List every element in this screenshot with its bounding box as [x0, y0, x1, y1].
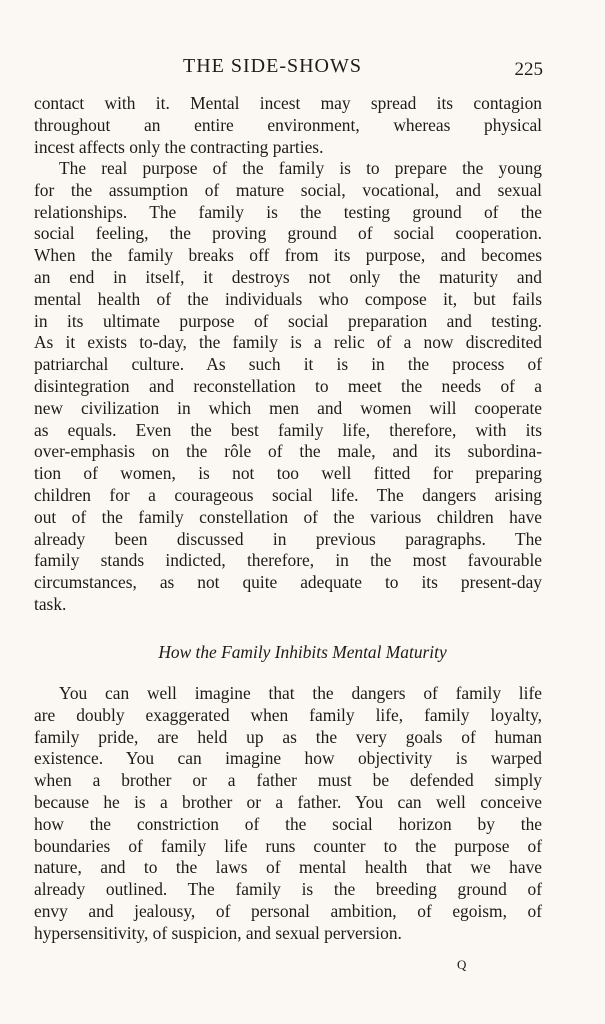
- text-line: family pride, are held up as the very goals of human: [34, 726, 542, 747]
- text-line: When the family breaks off from its purpose, and becomes: [34, 245, 542, 266]
- text-line: how the constriction of the social horizon by the: [34, 813, 542, 834]
- text-line: an end in itself, it destroys not only the maturity and: [34, 266, 542, 287]
- text-line: boundaries of family life runs counter to the purpose of: [34, 835, 542, 856]
- text-line: in its ultimate purpose of social preparation and testing.: [34, 310, 542, 331]
- text-line: incest affects only the contracting parties.: [34, 136, 324, 157]
- text-line: nature, and to the laws of mental health that we have: [34, 857, 542, 878]
- text-line: contact with it. Mental incest may spread its contagion: [34, 93, 542, 113]
- page-number: 225: [514, 59, 543, 80]
- text-line: envy and jealousy, of personal ambition, of egoism, of: [34, 900, 542, 921]
- text-line: already outlined. The family is the breeding ground of: [34, 879, 542, 900]
- text-line: over-emphasis on the rôle of the male, and its subordina-: [34, 441, 542, 462]
- text-line: You can well imagine that the dangers of family life: [59, 683, 542, 703]
- text-line: are doubly exaggerated when family life, family loyalty,: [34, 704, 542, 725]
- paragraph-family-purpose: [34, 158, 542, 616]
- text-line: relationships. The family is the testing ground of the: [34, 201, 542, 222]
- text-line: The real purpose of the family is to prepare the young: [59, 158, 542, 178]
- text-line: when a brother or a father must be defended simply: [34, 770, 542, 791]
- text-line: tion of women, is not too well fitted for preparing: [34, 463, 542, 484]
- running-head-title: THE SIDE-SHOWS: [183, 55, 362, 77]
- text-line: new civilization in which men and women will cooperate: [34, 397, 542, 418]
- text-line: children for a courageous social life. The dangers arising: [34, 484, 542, 505]
- signature-mark: Q: [457, 957, 467, 972]
- text-line: social feeling, the proving ground of social cooperation.: [34, 223, 542, 244]
- text-line: for the assumption of mature social, vocational, and sexual: [34, 179, 542, 200]
- text-line: as equals. Even the best family life, therefore, with its: [34, 419, 542, 440]
- text-line: task.: [34, 593, 67, 614]
- text-line: out of the family constellation of the various children have: [34, 506, 542, 527]
- text-line: because he is a brother or a father. You can well conceive: [34, 791, 542, 812]
- running-head: [0, 55, 605, 81]
- text-line: hypersensitivity, of suspicion, and sexual perversion.: [34, 922, 402, 943]
- text-line: family stands indicted, therefore, in the most favourable: [34, 550, 542, 571]
- text-line: As it exists to-day, the family is a relic of a now discredited: [34, 332, 542, 353]
- section-subheading: How the Family Inhibits Mental Maturity: [158, 642, 447, 662]
- text-line: already been discussed in previous paragraphs. The: [34, 528, 542, 549]
- text-line: patriarchal culture. As such it is in the process of: [34, 354, 542, 375]
- text-line: disintegration and reconstellation to meet the needs of a: [34, 375, 542, 396]
- paragraph-family-dangers: [34, 683, 542, 945]
- text-line: throughout an entire environment, whereas physical: [34, 114, 542, 135]
- text-line: circumstances, as not quite adequate to its present-day: [34, 572, 542, 593]
- paragraph-continued: [34, 93, 542, 158]
- text-line: mental health of the individuals who compose it, but fails: [34, 288, 542, 309]
- text-line: existence. You can imagine how objectivity is warped: [34, 748, 542, 769]
